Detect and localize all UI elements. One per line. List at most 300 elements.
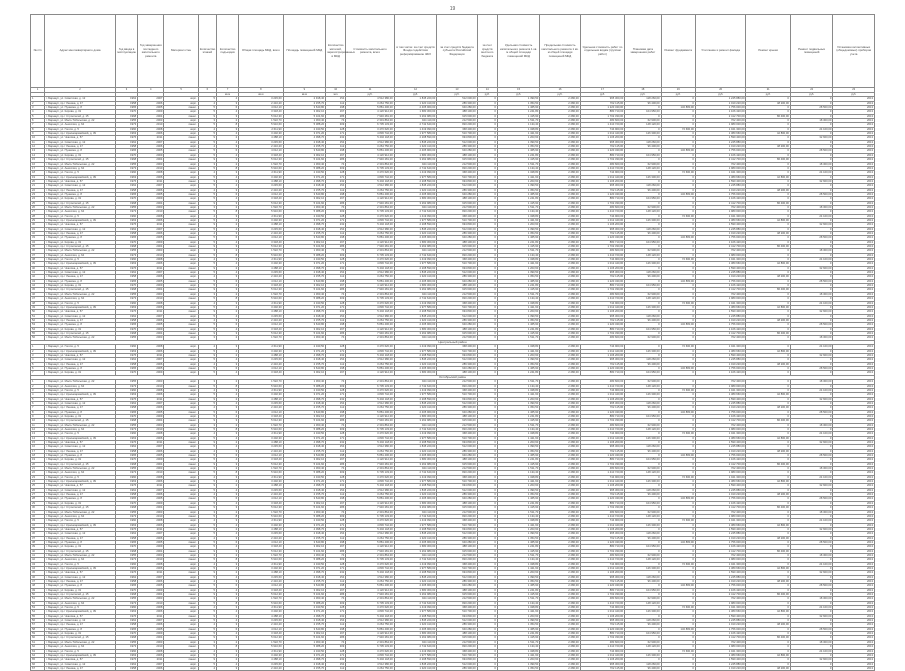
table-cell: 29 bbox=[31, 218, 45, 222]
table-cell: 0 bbox=[661, 292, 695, 296]
table-cell: 0 bbox=[477, 527, 497, 531]
table-cell: 4 512 380,00 bbox=[346, 445, 395, 449]
table-cell: 6 bbox=[216, 454, 238, 458]
table-cell: 2013 bbox=[833, 227, 875, 231]
table-cell: 309 bbox=[326, 210, 346, 214]
table-cell: 2 611,90 bbox=[239, 345, 283, 349]
table-cell: 286 300,00 bbox=[437, 275, 477, 279]
table-cell: 2 742 640,00 bbox=[394, 210, 436, 214]
table-cell: 0 bbox=[477, 454, 497, 458]
table-cell: 0 bbox=[477, 523, 497, 527]
table-cell: 2013 bbox=[833, 123, 875, 127]
table-cell: 118 260,00 bbox=[625, 532, 661, 536]
table-cell: 1955 bbox=[115, 205, 137, 209]
table-cell: 2 280,00 bbox=[540, 305, 580, 309]
table-cell: 1 360,40 bbox=[283, 205, 325, 209]
table-cell: 2013 bbox=[833, 640, 875, 644]
table-cell: 2 bbox=[45, 88, 116, 93]
table-cell: 3 bbox=[216, 214, 238, 218]
table-cell: 2013 bbox=[833, 514, 875, 518]
table-cell: 0 bbox=[477, 471, 497, 475]
table-cell: 2013 bbox=[833, 149, 875, 153]
table-cell: 3 bbox=[216, 171, 238, 175]
table-cell: 0 bbox=[477, 410, 497, 414]
table-cell: 2013 bbox=[833, 610, 875, 614]
table-cell: 1965 bbox=[115, 323, 137, 327]
table-cell: 2 bbox=[216, 380, 238, 384]
table-cell: 32 600,00 bbox=[790, 397, 832, 401]
table-cell: 2 280,00 bbox=[540, 519, 580, 523]
table-cell: 1 410 720,00 bbox=[580, 601, 624, 605]
table-cell: 0 bbox=[746, 632, 790, 636]
table-cell: 286 bbox=[326, 114, 346, 118]
table-cell: 0 bbox=[661, 514, 695, 518]
table-cell: 694 800,00 bbox=[437, 397, 477, 401]
table-cell: 3 402,30 bbox=[239, 523, 283, 527]
table-cell: 40 bbox=[31, 266, 45, 270]
table-cell: 1962 bbox=[115, 314, 137, 318]
table-cell: 60 bbox=[31, 636, 45, 640]
table-cell: 62 900,00 bbox=[625, 292, 661, 296]
table-cell: 965 300,00 bbox=[580, 575, 624, 579]
table-cell: 0 bbox=[746, 562, 790, 566]
table-cell: 2 280,00 bbox=[540, 623, 580, 627]
table-cell: 1 134,40 bbox=[497, 645, 539, 649]
table-cell: 2005 bbox=[138, 454, 164, 458]
table-cell: 0 bbox=[790, 545, 832, 549]
table-cell: 2 280,00 bbox=[540, 388, 580, 392]
table-cell: 118 260,00 bbox=[625, 662, 661, 666]
table-cell: 1965 bbox=[115, 106, 137, 110]
table-cell: 3 402,30 bbox=[239, 480, 283, 484]
table-cell: 5 bbox=[198, 349, 216, 353]
table-cell: 880 710,00 bbox=[580, 501, 624, 505]
table-cell: 1 241,80 bbox=[497, 284, 539, 288]
table-cell: 148 120,00 bbox=[625, 645, 661, 649]
table-cell: г. Барнаул, ул. Кирова, д. 31 bbox=[45, 327, 116, 331]
table-cell: 62 900,00 bbox=[625, 510, 661, 514]
table-cell: г. Барнаул, пр-т Строителей, д. 15 bbox=[45, 462, 116, 466]
table-cell: 4 bbox=[31, 393, 45, 397]
table-cell: 0 bbox=[477, 201, 497, 205]
table-cell: 1 977 580,00 bbox=[394, 653, 436, 657]
table-cell: 4 bbox=[216, 588, 238, 592]
table-cell: 0 bbox=[477, 536, 497, 540]
table-cell: 2009 bbox=[138, 632, 164, 636]
table-cell: 0 bbox=[661, 271, 695, 275]
table-cell: 1 522,70 bbox=[239, 205, 283, 209]
table-cell: г. Барнаул, пр-т Строителей, д. 15 bbox=[45, 288, 116, 292]
table-cell: 0 bbox=[746, 266, 790, 270]
table-cell: чел. bbox=[326, 93, 346, 97]
table-cell: 1 522,70 bbox=[239, 119, 283, 123]
table-cell: 2013 bbox=[833, 384, 875, 388]
table-cell: 286 bbox=[326, 245, 346, 249]
table-cell: 0 bbox=[477, 562, 497, 566]
table-cell: кирп. bbox=[164, 449, 198, 453]
table-cell: 3 bbox=[31, 353, 45, 357]
table-cell: 96 400,00 bbox=[625, 101, 661, 105]
table-cell: 1 106 200,00 bbox=[580, 179, 624, 183]
table-cell: 5 881 406,00 bbox=[346, 454, 395, 458]
table-cell: 42 800,00 bbox=[746, 523, 790, 527]
table-cell: 0 bbox=[625, 519, 661, 523]
table-cell: 2013 bbox=[833, 240, 875, 244]
table-cell: 3 262 980,00 bbox=[394, 506, 436, 510]
table-cell: 1 590 400,00 bbox=[695, 397, 746, 401]
table-cell: 2007 bbox=[138, 532, 164, 536]
table-cell: 880 710,00 bbox=[580, 371, 624, 375]
table-cell: 2 280,00 bbox=[540, 218, 580, 222]
table-cell: 2 280,00 bbox=[540, 619, 580, 623]
table-cell: 2 bbox=[216, 614, 238, 618]
table-cell: кирп. bbox=[164, 488, 198, 492]
table-cell: 1 590 400,00 bbox=[695, 136, 746, 140]
table-cell: 2 155,70 bbox=[283, 449, 325, 453]
table-cell: 74 bbox=[326, 292, 346, 296]
table-cell: 0 bbox=[746, 540, 790, 544]
table-cell: 0 bbox=[790, 253, 832, 257]
table-cell: 1 980 000,00 bbox=[695, 645, 746, 649]
table-cell: 4 488,10 bbox=[239, 484, 283, 488]
table-cell: 1 410 720,00 bbox=[580, 384, 624, 388]
table-cell: 2 280,00 bbox=[540, 166, 580, 170]
table-cell: 5 104,60 bbox=[283, 158, 325, 162]
table-cell: 0 bbox=[790, 566, 832, 570]
table-cell: 4 012,10 bbox=[239, 540, 283, 544]
table-cell: 1 106 200,00 bbox=[580, 266, 624, 270]
table-cell: 148 120,00 bbox=[625, 166, 661, 170]
table-cell: 4 098,70 bbox=[283, 353, 325, 357]
table-cell: 0 bbox=[661, 619, 695, 623]
table-cell: 6 bbox=[216, 627, 238, 631]
table-cell: 5 402 118,00 bbox=[346, 310, 395, 314]
table-cell: г. Барнаул, ул. Анатолия, д. 64 bbox=[45, 166, 116, 170]
table-cell: 5 bbox=[198, 540, 216, 544]
table-cell: 1 041 300,00 bbox=[695, 388, 746, 392]
table-cell: 2013 bbox=[833, 318, 875, 322]
table-cell: 0 bbox=[790, 536, 832, 540]
table-cell: 1 980 000,00 bbox=[695, 166, 746, 170]
table-cell: 3 245,60 bbox=[239, 140, 283, 144]
table-cell: 1 845 220,00 bbox=[394, 184, 436, 188]
table-cell: 0 bbox=[746, 571, 790, 575]
header-cell: Количество подъездов bbox=[216, 15, 238, 88]
table-cell: 0 bbox=[477, 136, 497, 140]
table-cell: 42 bbox=[31, 558, 45, 562]
table-cell: 965 300,00 bbox=[580, 314, 624, 318]
table-cell: 0 bbox=[746, 258, 790, 262]
table-cell: 2 280,00 bbox=[540, 258, 580, 262]
table-cell: 512 000,00 bbox=[437, 184, 477, 188]
table-cell: 0 bbox=[790, 232, 832, 236]
table-cell: 3 318,40 bbox=[239, 153, 283, 157]
table-cell: 1 360,40 bbox=[283, 597, 325, 601]
table-cell: 132 880,00 bbox=[661, 584, 695, 588]
table-cell: 880 710,00 bbox=[580, 414, 624, 418]
table-cell: 74 bbox=[326, 162, 346, 166]
table-cell: 944 110,00 bbox=[394, 205, 436, 209]
table-cell: 6 705 133,00 bbox=[346, 558, 395, 562]
table-cell: 0 bbox=[746, 358, 790, 362]
table-cell: 0 bbox=[790, 132, 832, 136]
table-cell: 4 bbox=[31, 110, 45, 114]
table-cell: 1968 bbox=[115, 419, 137, 423]
table-cell: 640 280,00 bbox=[437, 454, 477, 458]
table-cell: 0 bbox=[746, 271, 790, 275]
table-cell: 3 bbox=[216, 519, 238, 523]
table-cell: 126 300,00 bbox=[625, 480, 661, 484]
table-cell: 2 bbox=[216, 310, 238, 314]
table-cell: 4 512 380,00 bbox=[346, 358, 395, 362]
table-cell: 1 415,90 bbox=[497, 419, 539, 423]
table-cell: 286 bbox=[326, 288, 346, 292]
table-body bbox=[31, 88, 875, 671]
table-cell: 1 354,50 bbox=[497, 101, 539, 105]
table-cell: 1 220 430,00 bbox=[580, 410, 624, 414]
table-cell: 0 bbox=[661, 467, 695, 471]
table-cell: 5 612,30 bbox=[239, 462, 283, 466]
table-cell: 132 880,00 bbox=[661, 323, 695, 327]
table-cell: 5 104,60 bbox=[283, 636, 325, 640]
table-cell: 0 bbox=[477, 614, 497, 618]
table-cell: 2013 bbox=[833, 510, 875, 514]
table-cell: 42 800,00 bbox=[746, 175, 790, 179]
table-cell: 0 bbox=[625, 366, 661, 370]
table-cell: 2013 bbox=[833, 614, 875, 618]
table-cell: 0 bbox=[746, 192, 790, 196]
table-cell: 1 410 720,00 bbox=[580, 297, 624, 301]
table-cell: 1976 bbox=[115, 397, 137, 401]
table-cell: панел. bbox=[164, 462, 198, 466]
table-cell: 2 340,50 bbox=[283, 649, 325, 653]
table-cell: 171 bbox=[326, 305, 346, 309]
table-cell: 48 200,00 bbox=[746, 362, 790, 366]
table-cell: г. Барнаул, ул. Анатолия, д. 64 bbox=[45, 297, 116, 301]
table-cell: 3 071,20 bbox=[283, 305, 325, 309]
table-cell: 2 742 640,00 bbox=[394, 123, 436, 127]
table-cell: 2013 bbox=[833, 97, 875, 101]
table-cell: 32 bbox=[31, 514, 45, 518]
table-cell: 1965 bbox=[115, 192, 137, 196]
table-cell: 171 bbox=[326, 480, 346, 484]
table-cell: 944 110,00 bbox=[394, 467, 436, 471]
table-cell: 1 328,80 bbox=[497, 519, 539, 523]
table-cell: 309 bbox=[326, 123, 346, 127]
header-cell: в том числе: за счет средств Фонда содействия реформированию ЖКХ bbox=[394, 15, 436, 88]
table-cell: 1958 bbox=[115, 188, 137, 192]
table-cell: 0 bbox=[790, 262, 832, 266]
table-cell: 1 977 580,00 bbox=[394, 436, 436, 440]
table-cell: 5 910,60 bbox=[239, 123, 283, 127]
table-cell: 1 360,40 bbox=[283, 553, 325, 557]
table-cell: 640 280,00 bbox=[437, 149, 477, 153]
table-cell: 3 245,60 bbox=[239, 271, 283, 275]
table-cell: панел. bbox=[164, 514, 198, 518]
table-cell: 4 120 912,00 bbox=[346, 371, 395, 375]
table-cell: 0 bbox=[790, 549, 832, 553]
table-cell: 1 320 410,00 bbox=[394, 536, 436, 540]
table-cell: 368 400,00 bbox=[437, 649, 477, 653]
table-cell: 5 612,30 bbox=[239, 549, 283, 553]
table-cell: 0 bbox=[746, 471, 790, 475]
table-cell: 0 bbox=[661, 666, 695, 670]
table-cell: 2010 bbox=[138, 427, 164, 431]
table-cell: 702 115,00 bbox=[580, 232, 624, 236]
table-cell: 0 bbox=[746, 353, 790, 357]
table-cell: 1 680 300,00 bbox=[394, 371, 436, 375]
table-cell: 0 bbox=[746, 410, 790, 414]
table-cell: кирп. bbox=[164, 127, 198, 131]
table-cell: 5 bbox=[198, 414, 216, 418]
table-cell: г. Барнаул, ул. Мало-Тобольская, д. 22 bbox=[45, 292, 116, 296]
table-cell: 0 bbox=[746, 240, 790, 244]
table-cell: 2008 bbox=[138, 301, 164, 305]
table-cell: 2 280,00 bbox=[540, 653, 580, 657]
table-cell: кирп. bbox=[164, 275, 198, 279]
table-cell: 0 bbox=[790, 636, 832, 640]
table-cell: 1958 bbox=[115, 623, 137, 627]
table-cell: 286 300,00 bbox=[437, 145, 477, 149]
table-cell: 3 318,40 bbox=[239, 110, 283, 114]
table-cell: 4 836 742,00 bbox=[346, 305, 395, 309]
header-cell: Год завершения последнего капитального ремонта bbox=[138, 15, 164, 88]
table-cell: 2 340,50 bbox=[283, 475, 325, 479]
table-cell: 2005 bbox=[138, 410, 164, 414]
table-cell: 0 bbox=[477, 519, 497, 523]
table-cell: 0 bbox=[625, 266, 661, 270]
table-cell: 38 bbox=[31, 540, 45, 544]
table-cell: 0 bbox=[477, 549, 497, 553]
table-cell: 2011 bbox=[138, 310, 164, 314]
table-cell: 2013 bbox=[833, 527, 875, 531]
table-cell: 2013 bbox=[833, 101, 875, 105]
table-cell: 1 390,50 bbox=[497, 97, 539, 101]
table-cell: 48 200,00 bbox=[746, 493, 790, 497]
table-cell: 0 bbox=[790, 327, 832, 331]
table-cell: 488 100,00 bbox=[437, 545, 477, 549]
table-cell: панел. bbox=[164, 384, 198, 388]
table-cell: 0 bbox=[477, 353, 497, 357]
table-cell: 0 bbox=[625, 106, 661, 110]
table-cell: 154 bbox=[326, 314, 346, 318]
table-cell: 4 512 380,00 bbox=[346, 227, 395, 231]
table-cell: 0 bbox=[661, 380, 695, 384]
table-cell: 5 388,20 bbox=[283, 253, 325, 257]
table-cell: 0 bbox=[746, 414, 790, 418]
table-cell: г. Барнаул, ул. Мало-Тобольская, д. 22 bbox=[45, 119, 116, 123]
table-cell: 1 977 580,00 bbox=[394, 393, 436, 397]
table-cell: 0 bbox=[477, 384, 497, 388]
table-cell: 4 012,10 bbox=[239, 454, 283, 458]
table-cell: 2011 bbox=[138, 397, 164, 401]
table-cell: 4 098,70 bbox=[283, 484, 325, 488]
table-cell: г. Барнаул, ул. Мало-Тобольская, д. 22 bbox=[45, 423, 116, 427]
table-cell: 6 705 133,00 bbox=[346, 645, 395, 649]
table-cell: 1973 bbox=[115, 253, 137, 257]
table-cell: 3 bbox=[216, 462, 238, 466]
table-cell: 2013 bbox=[833, 606, 875, 610]
table-cell: 2 280,00 bbox=[540, 318, 580, 322]
table-cell: 0 bbox=[790, 414, 832, 418]
table-cell: 0 bbox=[661, 462, 695, 466]
table-cell: 0 bbox=[746, 179, 790, 183]
table-cell: 24 100,00 bbox=[790, 258, 832, 262]
table-cell: 5 bbox=[198, 305, 216, 309]
table-cell: 2013 bbox=[833, 223, 875, 227]
table-cell: 43 bbox=[31, 562, 45, 566]
table-cell: 0 bbox=[661, 253, 695, 257]
table-cell: 915 600,00 bbox=[437, 288, 477, 292]
table-cell: г. Барнаул, пр-т Ленина, д. 47 bbox=[45, 101, 116, 105]
table-cell: 104 950,00 bbox=[625, 458, 661, 462]
table-cell: 9 bbox=[198, 506, 216, 510]
table-cell: 1 010 220,00 bbox=[695, 362, 746, 366]
table-cell: г. Барнаул, пр-т Строителей, д. 15 bbox=[45, 506, 116, 510]
table-cell: 9 bbox=[198, 266, 216, 270]
table-cell: 0 bbox=[790, 201, 832, 205]
table-cell: 2 280,00 bbox=[540, 384, 580, 388]
table-cell: г. Барнаул, ул. Гоголя, д. 5 bbox=[45, 127, 116, 131]
table-cell: г. Барнаул, ул. Гоголя, д. 5 bbox=[45, 432, 116, 436]
table-cell: 32 600,00 bbox=[790, 266, 832, 270]
table-cell: 0 bbox=[661, 101, 695, 105]
table-cell: 59 bbox=[31, 632, 45, 636]
table-cell: 86 400,00 bbox=[746, 201, 790, 205]
table-cell: панел. bbox=[164, 419, 198, 423]
table-cell: 0 bbox=[790, 662, 832, 666]
table-cell: 1 756 000,00 bbox=[695, 149, 746, 153]
table-cell: 4 bbox=[216, 436, 238, 440]
table-cell: 4 120 912,00 bbox=[346, 153, 395, 157]
table-cell: 2 742 640,00 bbox=[394, 514, 436, 518]
table-cell: 3 262 980,00 bbox=[394, 331, 436, 335]
table-cell: 2 340,50 bbox=[283, 171, 325, 175]
table-cell: 2013 bbox=[833, 571, 875, 575]
table-cell: 0 bbox=[625, 171, 661, 175]
table-cell: 0 bbox=[477, 110, 497, 114]
table-cell: 488 100,00 bbox=[437, 632, 477, 636]
table-cell: 65 bbox=[31, 658, 45, 662]
table-cell: 2 280,00 bbox=[540, 301, 580, 305]
table-cell: 309 bbox=[326, 253, 346, 257]
table-cell: 1 245 880,00 bbox=[695, 271, 746, 275]
table-cell: 0 bbox=[746, 388, 790, 392]
table-cell: 2007 bbox=[138, 662, 164, 666]
table-cell: 0 bbox=[790, 240, 832, 244]
table-cell: 2 611,90 bbox=[239, 562, 283, 566]
table-cell: 3 470 620,00 bbox=[346, 214, 395, 218]
table-cell: кирп. bbox=[164, 132, 198, 136]
table-cell: 1 328,80 bbox=[497, 432, 539, 436]
table-cell: 4 bbox=[198, 127, 216, 131]
table-cell: 2009 bbox=[138, 458, 164, 462]
table-cell: 2013 bbox=[833, 262, 875, 266]
table-cell: 132 880,00 bbox=[661, 192, 695, 196]
table-cell: 3 bbox=[198, 640, 216, 644]
table-cell: 1962 bbox=[115, 140, 137, 144]
table-cell: 0 bbox=[477, 310, 497, 314]
table-cell: г. Барнаул, ул. Чкалова, д. 57 bbox=[45, 441, 116, 445]
table-cell: 0 bbox=[790, 318, 832, 322]
table-cell: 2013 bbox=[833, 314, 875, 318]
table-cell: руб. bbox=[833, 93, 875, 97]
table-cell: 5 bbox=[198, 271, 216, 275]
table-cell: 5 bbox=[198, 97, 216, 101]
table-cell: панел. bbox=[164, 558, 198, 562]
table-cell: 72 600,00 bbox=[661, 562, 695, 566]
table-cell: 8 bbox=[216, 427, 238, 431]
